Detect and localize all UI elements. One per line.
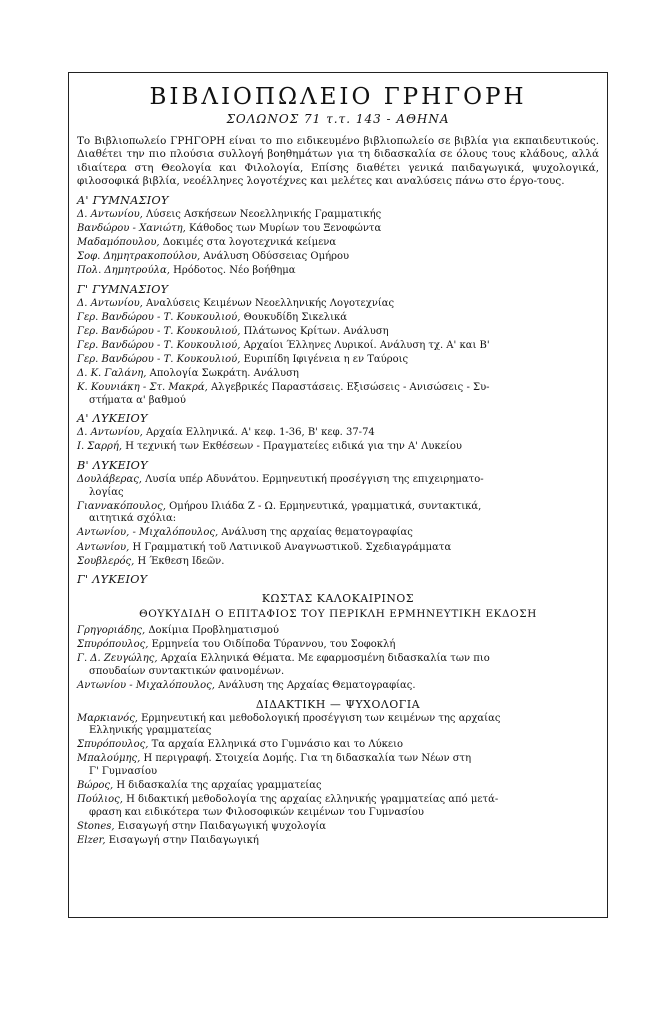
book-title: Αρχαία Ελληνικά Θέματα. Με εφαρμοσμένη διδασκαλία των πιο [157,653,490,665]
book-title-continued: Γ' Γυμνασίου [89,766,158,778]
book-entry [77,639,599,652]
section-heading: Α' ΓΥΜΝΑΣΙΟΥ [77,193,169,207]
book-title: Δοκίμια Προβληματισμού [145,625,279,637]
book-title: Αρχαίοι Έλληνες Λυρικοί. Ανάλυση τχ. Α' και Β' [240,339,490,351]
book-author: Δουλάβερας, [77,474,142,486]
book-entry [77,237,599,250]
book-title: Αλγεβρικές Παραστάσεις. Εξισώσεις - Ανισώσεις - Συ- [207,382,490,394]
book-entry [77,527,599,540]
book-title: Πλάτωνος Κρίτων. Ανάλυση [240,325,389,337]
book-entry [77,794,599,819]
intro-paragraph: Το Βιβλιοπωλείο ΓΡΗΓΟΡΗ είναι το πιο ειδικευμένο βιβλιοπωλείο σε βιβλία για εκπαιδευτικούς. Διαθέτει την πιο πλούσια συλλογή βοηθημάτων για τη διδασκαλία σε όλους τους κλάδους, αλλά ιδιαίτερα στη Θεολογία και Φιλολογία, Επίσης διαθέτει γενικά παιδαγωγικά, ψυχολογικά, φιλοσοφικά βιβλία, νεοέλληνες λογοτέχνες και μελέτες και αναλύσεις πάνω στο έργο-τους. [77,135,599,188]
address-line: ΣΟΛΩΝΟΣ 71 τ.τ. 143 - ΑΘΗΝΑ [226,112,450,126]
book-entry [77,354,599,367]
book-entry [77,780,599,793]
book-title: Η περιγραφή. Στοιχεία Δομής. Για τη διδασκαλία των Νέων στη [140,753,472,765]
book-title: Η διδασκαλία της αρχαίας γραμματείας [113,780,322,792]
book-entry [77,542,599,555]
book-author: Αντωνίου, [77,541,130,553]
book-author: Μαδαμόπουλου, [77,236,160,248]
book-entry [77,821,599,834]
book-entry [77,312,599,325]
book-title: Ερμηνεία του Οιδίποδα Τύραννου, του Σοφοκλή [148,639,396,651]
book-entry [77,251,599,264]
book-entry [77,368,599,381]
section-heading: Α' ΛΥΚΕΙΟΥ [77,412,148,426]
book-entry [77,713,599,738]
author-heading: ΚΩΣΤΑΣ ΚΑΛΟΚΑΙΡΙΝΟΣ [261,592,415,606]
book-title: Ευριπίδη Ιφιγένεια η εν Ταύροις [240,353,409,365]
book-author: Βώρος, [77,780,114,792]
section-heading: Γ' ΓΥΜΝΑΣΙΟΥ [77,282,169,296]
book-author: Γ. Δ. Ζευγώλης, [77,653,158,665]
book-title: Θουκυδίδη Σικελικά [240,311,348,323]
book-author: Stones, [77,820,115,832]
book-author: Σοφ. Δημητρακοπούλου, [77,250,201,262]
book-entry [77,340,599,353]
didaktiki-list [77,713,599,848]
book-author: Σουβλερός, [77,555,135,567]
book-author: Αντωνίου, - Μιχαλόπουλος, [77,527,219,539]
book-entry [77,209,599,222]
book-title-continued: στήματα α' βαθμού [89,394,186,406]
book-entry [77,680,599,693]
book-title: Δοκιμές στα λογοτεχνικά κείμενα [159,236,337,248]
book-author: Σπυρόπουλος, [77,639,149,651]
book-title: Κάθοδος των Μυρίων του Ξενοφώντα [185,222,382,234]
book-author: Δ. Αντωνίου, [77,427,143,439]
book-entry [77,441,599,454]
book-author: Δ. Αντωνίου, [77,297,143,309]
book-author: Γερ. Βανδώρου - Τ. Κουκουλιού, [77,339,241,351]
sections-list [77,193,599,588]
book-title-continued: σπουδαίων συντακτικών φαινομένων. [89,665,285,677]
book-entry [77,326,599,339]
book-entry [77,835,599,848]
book-entry [77,298,599,311]
book-title: Λυσία υπέρ Αδυνάτου. Ερμηνευτική προσέγγιση της επιχειρηματο- [141,474,484,486]
book-author: Γερ. Βανδώρου - Τ. Κουκουλιού, [77,325,241,337]
book-author: Βανδώρου - Χανιώτη, [77,222,186,234]
book-title: Λύσεις Ασκήσεων Νεοελληνικής Γραμματικής [142,208,382,220]
page-title: ΒΙΒΛΙΟΠΩΛΕΙΟ ΓΡΗΓΟΡΗ [149,84,527,110]
book-title: Η διδακτική μεθοδολογία της αρχαίας ελληνικής γραμματείας από μετά- [122,794,499,806]
book-title: Ανάλυση της αρχαίας θεματογραφίας [218,527,413,539]
book-title: Η τεχνική των Εκθέσεων - Πραγματείες ειδικά για την Α' Λυκείου [122,441,462,453]
book-author: Γρηγοριάδης, [77,625,146,637]
book-author: Πούλιος, [77,794,123,806]
book-author: Γερ. Βανδώρου - Τ. Κουκουλιού, [77,311,241,323]
book-entry [77,556,599,569]
book-title: Απολογία Σωκράτη. Ανάλυση [146,368,299,380]
book-author: Γιαννακόπουλος, [77,500,166,512]
book-title: Αναλύσεις Κειμένων Νεοελληνικής Λογοτεχνίας [142,297,395,309]
book-title: Τα αρχαία Ελληνικά στο Γυμνάσιο και το Λύκειο [148,739,404,751]
book-entry [77,501,599,526]
book-author: Elzer, [77,835,106,846]
book-entry [77,653,599,678]
advertisement-frame [68,72,608,918]
book-author: Αντωνίου - Μιχαλόπουλος, [77,680,215,692]
book-title: Η Γραμματική τοῦ Λατινικοῦ Αναγνωστικοῦ. Σχεδιαγράμματα [129,541,452,553]
book-entry [77,265,599,278]
book-entry [77,223,599,236]
book-entry [77,427,599,440]
book-entry [77,739,599,752]
book-title: Ανάλυση της Αρχαίας Θεματογραφίας. [214,680,416,692]
book-author: Δ. Αντωνίου, [77,208,143,220]
book-author: Ι. Σαρρή, [77,441,123,453]
book-author: Σπυρόπουλος, [77,739,149,751]
section-heading: Β' ΛΥΚΕΙΟΥ [77,459,148,473]
work-heading: ΘΟΥΚΥΔΙΔΗ Ο ΕΠΙΤΑΦΙΟΣ ΤΟΥ ΠΕΡΙΚΛΗ ΕΡΜΗΝΕΥΤΙΚΗ ΕΚΔΟΣΗ [139,608,537,621]
book-author: Μαρκιανός, [77,712,138,724]
book-title: Εισαγωγή στην Παιδαγωγική ψυχολογία [114,820,327,832]
book-title: Αρχαία Ελληνικά. Α' κεφ. 1-36, Β' κεφ. 37-74 [142,427,375,439]
book-title: Ερμηνευτική και μεθοδολογική προσέγγιση των κειμένων της αρχαίας [137,712,501,724]
book-title: Ομήρου Ιλιάδα Ζ - Ω. Ερμηνευτικά, γραμματικά, συντακτικά, [165,500,482,512]
book-title-continued: Ελληνικής γραμματείας [89,725,212,737]
didaktiki-heading: ΔΙΔΑΚΤΙΚΗ — ΨΥΧΟΛΟΓΙΑ [255,697,421,711]
section-heading: Γ' ΛΥΚΕΙΟΥ [77,573,148,587]
book-title-continued: λογίας [89,486,124,498]
kaloka-list [77,625,599,692]
book-author: Γερ. Βανδώρου - Τ. Κουκουλιού, [77,353,241,365]
book-title: Ηρόδοτος. Νέο βοήθημα [169,265,296,276]
book-author: Πολ. Δημητρούλα, [77,265,170,276]
book-entry [77,753,599,778]
book-entry [77,625,599,638]
book-author: Μπαλούμης, [77,753,141,765]
book-author: Δ. Κ. Γαλάνη, [77,368,147,380]
book-author: Κ. Κουνιάκη - Στ. Μακρά, [77,382,208,394]
book-title-continued: φραση και ειδικότερα των Φιλοσοφικών κειμένων του Γυμνασίου [89,806,424,818]
book-title: Ανάλυση Οδύσσειας Ομήρου [200,250,350,262]
book-title: Η Έκθεση Ιδεῶν. [134,555,225,567]
book-title: Εισαγωγή στην Παιδαγωγική [105,835,259,846]
book-entry [77,382,599,407]
book-title-continued: αιτητικά σχόλια: [89,513,177,525]
book-entry [77,474,599,499]
